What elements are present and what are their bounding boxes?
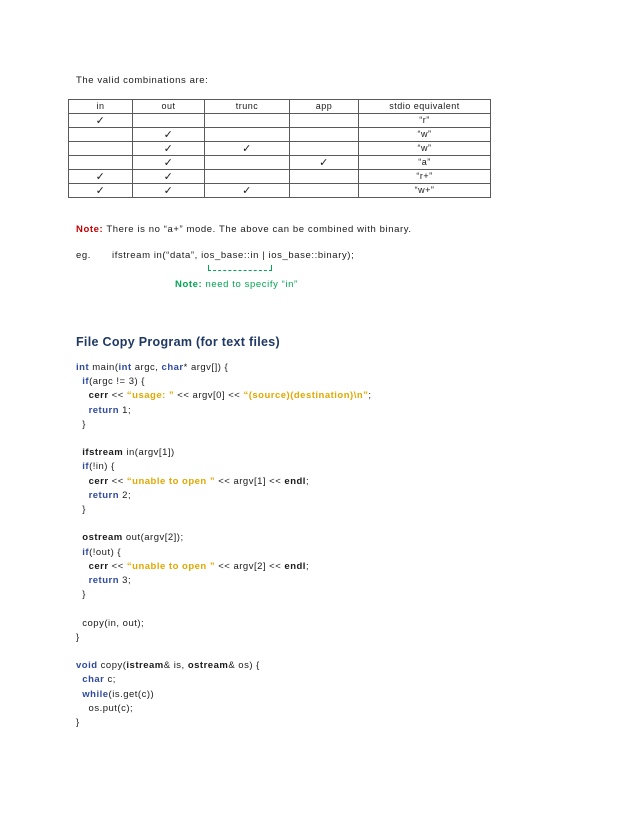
note2-text: need to specify “in” xyxy=(202,279,298,290)
code-token-bold: ostream xyxy=(82,532,123,544)
col-header-out: out xyxy=(133,100,205,114)
code-token: ; xyxy=(368,390,372,402)
cell-out xyxy=(133,114,205,128)
code-token: out(argv[2]); xyxy=(122,532,184,544)
modes-table xyxy=(68,99,491,198)
code-line xyxy=(76,362,228,373)
code-token-kw: char xyxy=(82,674,105,686)
cell-stdio: “w” xyxy=(359,128,491,142)
cell-in: ✓ xyxy=(69,184,133,198)
code-token: << xyxy=(108,390,127,402)
code-line xyxy=(76,717,80,728)
cell-app xyxy=(290,114,359,128)
code-token xyxy=(76,476,89,487)
code-token xyxy=(76,575,89,586)
cell-in: ✓ xyxy=(69,114,133,128)
code-token-kw: return xyxy=(88,575,120,586)
code-token-kw: int xyxy=(118,362,132,373)
table-row xyxy=(69,128,491,142)
code-line xyxy=(76,461,115,472)
code-token-bold: cerr xyxy=(88,390,109,402)
code-token-kw: return xyxy=(88,404,120,416)
cell-in xyxy=(69,142,133,156)
col-header-stdio: stdio equivalent xyxy=(359,100,491,114)
code-token: << xyxy=(108,475,127,487)
cell-app xyxy=(290,128,359,142)
cell-stdio: “r” xyxy=(359,114,491,128)
intro-text: The valid combinations are: xyxy=(76,75,209,86)
col-header-trunc: trunc xyxy=(205,100,290,114)
code-token: (argc != 3) { xyxy=(89,376,145,388)
code-token-kw: if xyxy=(82,461,90,473)
code-token: } xyxy=(76,717,80,728)
code-line xyxy=(76,547,121,558)
code-token-bold: istream xyxy=(126,660,164,672)
code-token: 2; xyxy=(119,489,132,501)
code-token: << argv[1] << xyxy=(215,475,285,487)
code-token xyxy=(76,561,89,572)
code-token-str: “(source)(destination)\n” xyxy=(243,390,369,402)
cell-app xyxy=(290,170,359,184)
table-header-row xyxy=(69,100,491,114)
code-token-bold: ostream xyxy=(187,660,229,672)
code-token: } xyxy=(76,504,86,515)
code-token-bold: endl xyxy=(284,475,306,487)
code-line xyxy=(76,405,131,416)
code-token: main( xyxy=(89,362,119,373)
code-line xyxy=(76,660,260,671)
cell-stdio: “w+” xyxy=(359,184,491,198)
code-line xyxy=(76,490,131,501)
code-token: << argv[0] << xyxy=(174,390,244,402)
cell-app: ✓ xyxy=(290,156,359,170)
cell-app xyxy=(290,184,359,198)
code-token: in(argv[1]) xyxy=(123,447,175,459)
code-token: copy(in, out); xyxy=(76,617,145,629)
code-token: } xyxy=(76,631,80,643)
code-token-kw: int xyxy=(76,362,90,373)
col-header-app: app xyxy=(290,100,359,114)
code-token: copy( xyxy=(97,660,127,672)
code-line xyxy=(76,703,133,714)
code-line xyxy=(76,447,175,458)
section-heading: File Copy Program (for text files) xyxy=(76,335,280,349)
code-token-bold: endl xyxy=(284,560,306,572)
code-line xyxy=(76,419,86,430)
example-label: eg. xyxy=(76,250,92,261)
note-text: There is no “a+” mode. The above can be combined with binary. xyxy=(103,224,412,235)
cell-out: ✓ xyxy=(133,128,205,142)
cell-trunc: ✓ xyxy=(205,184,290,198)
note2-label: Note: xyxy=(175,279,203,290)
code-token: c; xyxy=(104,674,116,686)
note-label: Note: xyxy=(76,224,104,235)
note-no-a-plus xyxy=(76,224,412,235)
cell-in xyxy=(69,156,133,170)
code-line xyxy=(76,575,131,586)
code-token-bold: ifstream xyxy=(82,447,124,459)
code-line xyxy=(76,390,372,401)
code-token xyxy=(76,390,89,401)
code-token xyxy=(76,490,89,501)
code-token-kw: char xyxy=(161,362,184,373)
code-token: ; xyxy=(305,560,310,572)
code-token: * argv[]) { xyxy=(183,362,229,373)
code-token: argc, xyxy=(131,362,162,373)
code-token: os.put(c); xyxy=(76,702,134,714)
example-code: ifstream in(“data”, ios_base::in | ios_base::binary); xyxy=(112,250,355,261)
cell-stdio: “a” xyxy=(359,156,491,170)
code-token xyxy=(76,405,89,416)
code-token: 1; xyxy=(119,404,132,416)
code-token-bold: cerr xyxy=(88,475,109,487)
code-line xyxy=(76,476,309,487)
code-token-kw: return xyxy=(88,489,120,501)
in-flag-bracket xyxy=(208,265,272,271)
code-token: (!out) { xyxy=(89,546,122,558)
table-row xyxy=(69,170,491,184)
code-token: } xyxy=(76,418,86,430)
code-token-kw: void xyxy=(76,660,98,672)
code-token-bold: cerr xyxy=(88,560,109,572)
cell-out: ✓ xyxy=(133,184,205,198)
code-token-kw: while xyxy=(82,688,109,700)
code-token: & os) { xyxy=(228,660,260,672)
code-token-kw: if xyxy=(82,546,90,558)
code-line xyxy=(76,376,145,387)
cell-out: ✓ xyxy=(133,142,205,156)
code-line xyxy=(76,504,86,515)
col-header-in: in xyxy=(69,100,133,114)
code-token: } xyxy=(76,589,86,601)
table-row xyxy=(69,156,491,170)
code-line xyxy=(76,674,116,685)
cell-trunc xyxy=(205,114,290,128)
code-line xyxy=(76,618,144,629)
cell-trunc xyxy=(205,156,290,170)
code-token-str: “usage: ” xyxy=(126,390,175,402)
code-token-str: “unable to open ” xyxy=(126,560,216,572)
table-row xyxy=(69,142,491,156)
code-token: (is.get(c)) xyxy=(108,688,155,700)
cell-app xyxy=(290,142,359,156)
code-token: & is, xyxy=(163,660,188,672)
table-row xyxy=(69,114,491,128)
cell-in: ✓ xyxy=(69,170,133,184)
cell-trunc: ✓ xyxy=(205,142,290,156)
cell-out: ✓ xyxy=(133,156,205,170)
code-token-kw: if xyxy=(82,376,90,388)
cell-trunc xyxy=(205,128,290,142)
code-line xyxy=(76,632,80,643)
code-token-str: “unable to open ” xyxy=(126,475,216,487)
code-token: << xyxy=(108,560,127,572)
table-row xyxy=(69,184,491,198)
code-line xyxy=(76,689,154,700)
cell-stdio: “r+” xyxy=(359,170,491,184)
cell-trunc xyxy=(205,170,290,184)
code-line xyxy=(76,561,309,572)
code-token: << argv[2] << xyxy=(215,560,285,572)
code-token: (!in) { xyxy=(89,461,115,473)
note-specify-in xyxy=(175,279,298,290)
cell-out: ✓ xyxy=(133,170,205,184)
code-line xyxy=(76,589,86,600)
cell-in xyxy=(69,128,133,142)
cell-stdio: “w” xyxy=(359,142,491,156)
code-line xyxy=(76,532,184,543)
code-token: ; xyxy=(305,475,310,487)
code-token: 3; xyxy=(119,575,132,586)
